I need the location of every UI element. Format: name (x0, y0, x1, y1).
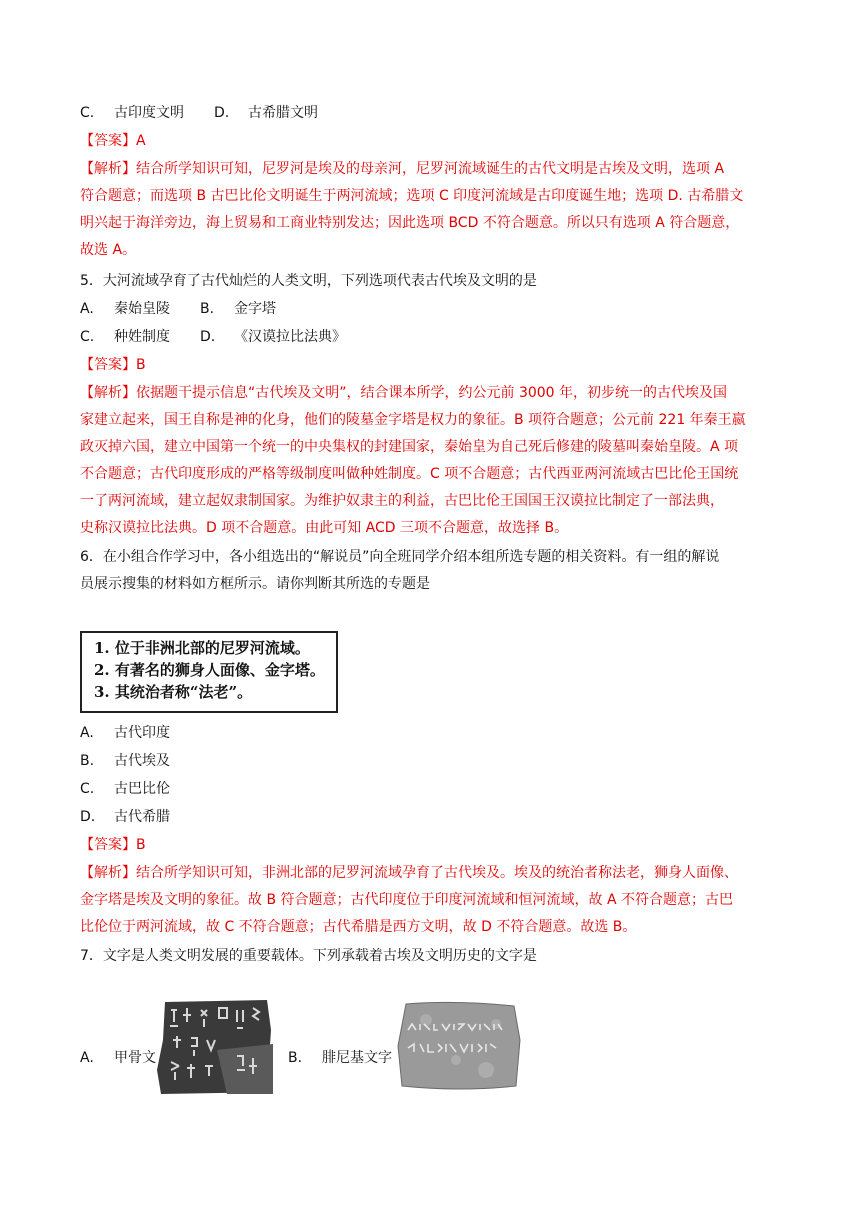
document-page-lower (80, 722, 790, 967)
phoenician-script-image (396, 1000, 522, 1092)
q6-option-b: B. 古代埃及 (80, 753, 170, 769)
q6-answer: 【答案】B (80, 837, 146, 853)
q6-box-line-1: 1. 位于非洲北部的尼罗河流域。 (94, 639, 310, 657)
q7-option-a: A. 甲骨文 (80, 1050, 156, 1066)
q5-option-d: D. 《汉谟拉比法典》 (200, 329, 346, 345)
q7-stem: 7．文字是人类文明发展的重要载体。下列承载着古埃及文明历史的文字是 (80, 948, 537, 964)
q7-option-b: B. 腓尼基文字 (288, 1050, 392, 1066)
q4-option-d: D. 古希腊文明 (214, 105, 318, 121)
q4-option-c: C. 古印度文明 (80, 105, 184, 121)
document-page (80, 102, 790, 598)
q4-options-cd (80, 102, 790, 124)
q6-box-line-2: 2. 有著名的狮身人面像、金字塔。 (94, 661, 325, 679)
q6-option-d: D. 古代希腊 (80, 809, 170, 825)
q5-option-a: A. 秦始皇陵 (80, 301, 170, 317)
q4-analysis: 【解析】结合所学知识可知，尼罗河是埃及的母亲河，尼罗河流域诞生的古代文明是古埃及文明，选项 A 符合题意；而选项 B 古巴比伦文明诞生于两河流域；选项 C 印度河流域是古印度诞生地；选项 D. 古希腊文 明兴起于海洋旁边，海上贸易和工商业特别发达；因此选项 BCD 不符合题意。所以只有选项 A 符合题意， 故选 A。 (80, 161, 744, 258)
q5-answer: 【答案】B (80, 357, 146, 373)
q5-option-b: B. 金字塔 (200, 301, 276, 317)
q6-stem: 6．在小组合作学习中，各小组选出的“解说员”向全班同学介绍本组所选专题的相关资料。有一组的解说 员展示搜集的材料如方框所示。请你判断其所选的专题是 (80, 549, 720, 592)
q5-stem: 5．大河流域孕育了古代灿烂的人类文明，下列选项代表古代埃及文明的是 (80, 273, 537, 289)
q6-material-box (80, 631, 338, 713)
q6-analysis: 【解析】结合所学知识可知，非洲北部的尼罗河流域孕育了古代埃及。埃及的统治者称法老，狮身人面像、 金字塔是埃及文明的象征。故 B 符合题意；古代印度位于印度河流域和恒河流域，故 A 不符合题意；古巴 比伦位于两河流域，故 C 不符合题意；古代希腊是西方文明，故 D 不符合题意。故选 B。 (80, 865, 738, 935)
oracle-bone-script-image (157, 1000, 273, 1094)
q5-options-ab (80, 298, 790, 320)
q6-option-c: C. 古巴比伦 (80, 781, 170, 797)
q6-option-a: A. 古代印度 (80, 725, 170, 741)
q5-analysis: 【解析】依据题干提示信息“古代埃及文明”，结合课本所学，约公元前 3000 年，初步统一的古代埃及国 家建立起来，国王自称是神的化身，他们的陵墓金字塔是权力的象征。B 项符合题意；公元前 221 年秦王嬴 政灭掉六国，建立中国第一个统一的中央集权的封建国家，秦始皇为自己死后修建的陵墓叫秦始皇陵。A 项 不合题意；古代印度形成的严格等级制度叫做种姓制度。C 项不合题意；古代西亚两河流域古巴比伦王国统 一了两河流域，建立起奴隶制国家。为维护奴隶主的利益，古巴比伦王国国王汉谟拉比制定了一部法典， 史称汉谟拉比法典。D 项不合题意。由此可知 ACD 三项不合题意，故选择 B。 (80, 385, 746, 536)
q5-option-c: C. 种姓制度 (80, 329, 170, 345)
q6-box-line-3: 3. 其统治者称“法老”。 (94, 683, 253, 701)
q5-options-cd (80, 326, 790, 348)
q4-answer: 【答案】A (80, 133, 146, 149)
